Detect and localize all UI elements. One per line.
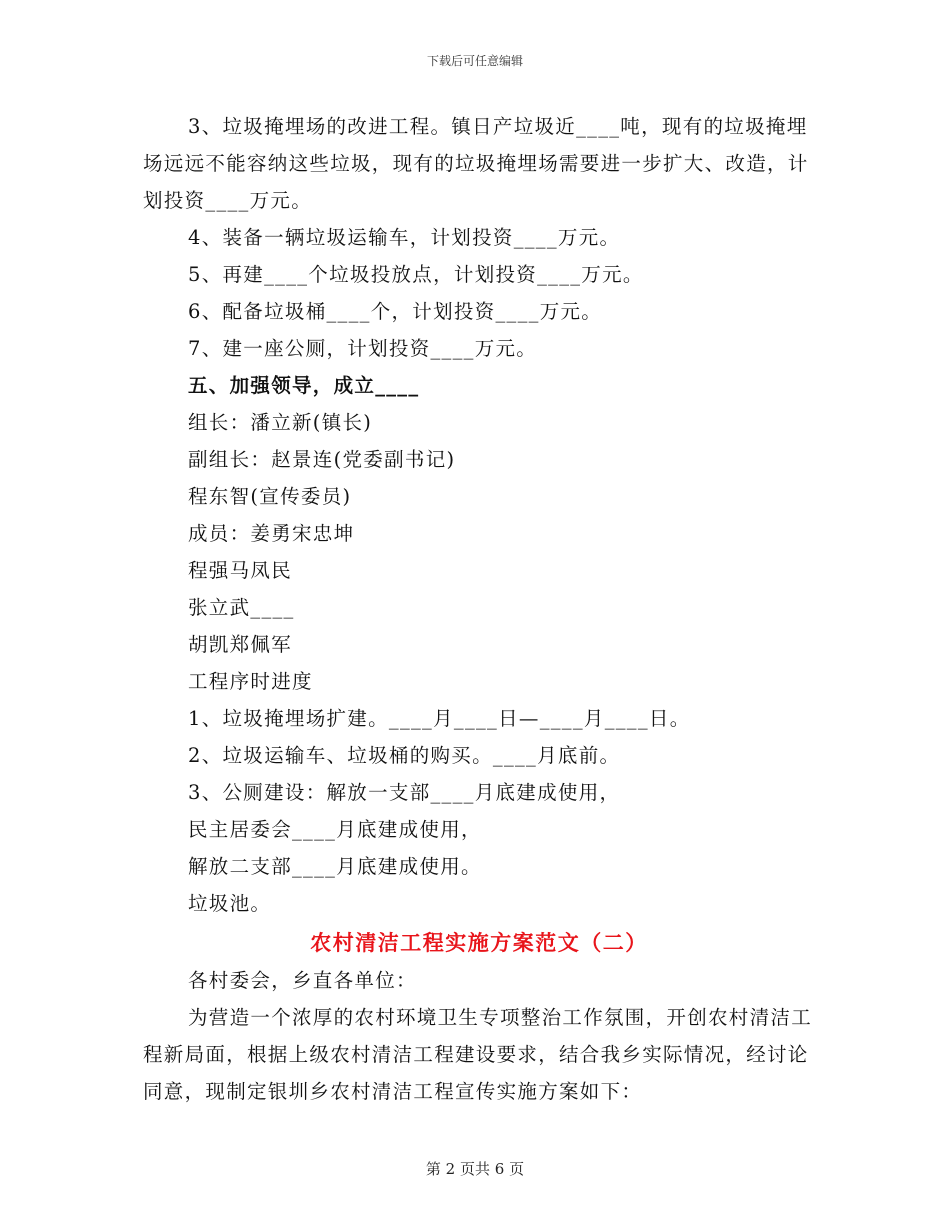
list-line: 副组长：赵景连(党委副书记) — [188, 448, 456, 471]
intro-paragraph: 为营造一个浓厚的农村环境卫生专项整治工作氛围，开创农村清洁工程新局面，根据上级农村清洁工程建设要求，结合我乡实际情况，经讨论同意，现制定银圳乡农村清洁工程宣传实施方案如下： — [143, 1006, 813, 1103]
paragraph-item-4: 4、装备一辆垃圾运输车，计划投资____万元。 — [188, 226, 621, 249]
list-line: 胡凯郑佩军 — [188, 633, 293, 656]
list-line: 垃圾池。 — [188, 892, 272, 915]
list-line: 1、垃圾掩埋场扩建。____月____日—____月____日。 — [188, 707, 691, 730]
list-line: 2、垃圾运输车、垃圾桶的购买。____月底前。 — [188, 744, 621, 767]
list-line: 解放二支部____月底建成使用。 — [188, 855, 482, 878]
paragraph-item-6: 6、配备垃圾桶____个，计划投资____万元。 — [188, 300, 603, 323]
document-body — [143, 108, 815, 1110]
page-footer: 第 2 页共 6 页 — [425, 1160, 525, 1178]
list-line: 民主居委会____月底建成使用， — [188, 818, 482, 841]
paragraph-item-7: 7、建一座公厕，计划投资____万元。 — [188, 337, 538, 360]
list-line: 组长：潘立新(镇长) — [188, 411, 373, 434]
list-line: 3、公厕建设：解放一支部____月底建成使用， — [188, 781, 621, 804]
document-title: 农村清洁工程实施方案范文（二） — [310, 930, 648, 955]
list-line: 程强马凤民 — [188, 559, 293, 582]
paragraph-item-5: 5、再建____个垃圾投放点，计划投资____万元。 — [188, 263, 644, 286]
list-line: 工程序时进度 — [188, 670, 313, 693]
paragraph-item-3: 3、垃圾掩埋场的改进工程。镇日产垃圾近____吨，现有的垃圾掩埋场远远不能容纳这些垃圾，现有的垃圾掩埋场需要进一步扩大、改造，计划投资____万元。 — [143, 115, 809, 212]
salutation: 各村委会，乡直各单位： — [188, 969, 417, 992]
page-header: 下载后可任意编辑 — [426, 54, 523, 68]
list-line: 程东智(宣传委员) — [188, 485, 352, 508]
section-heading: 五、加强领导，成立____ — [188, 374, 420, 397]
list-line: 张立武____ — [188, 596, 295, 619]
list-line: 成员：姜勇宋忠坤 — [188, 522, 355, 545]
